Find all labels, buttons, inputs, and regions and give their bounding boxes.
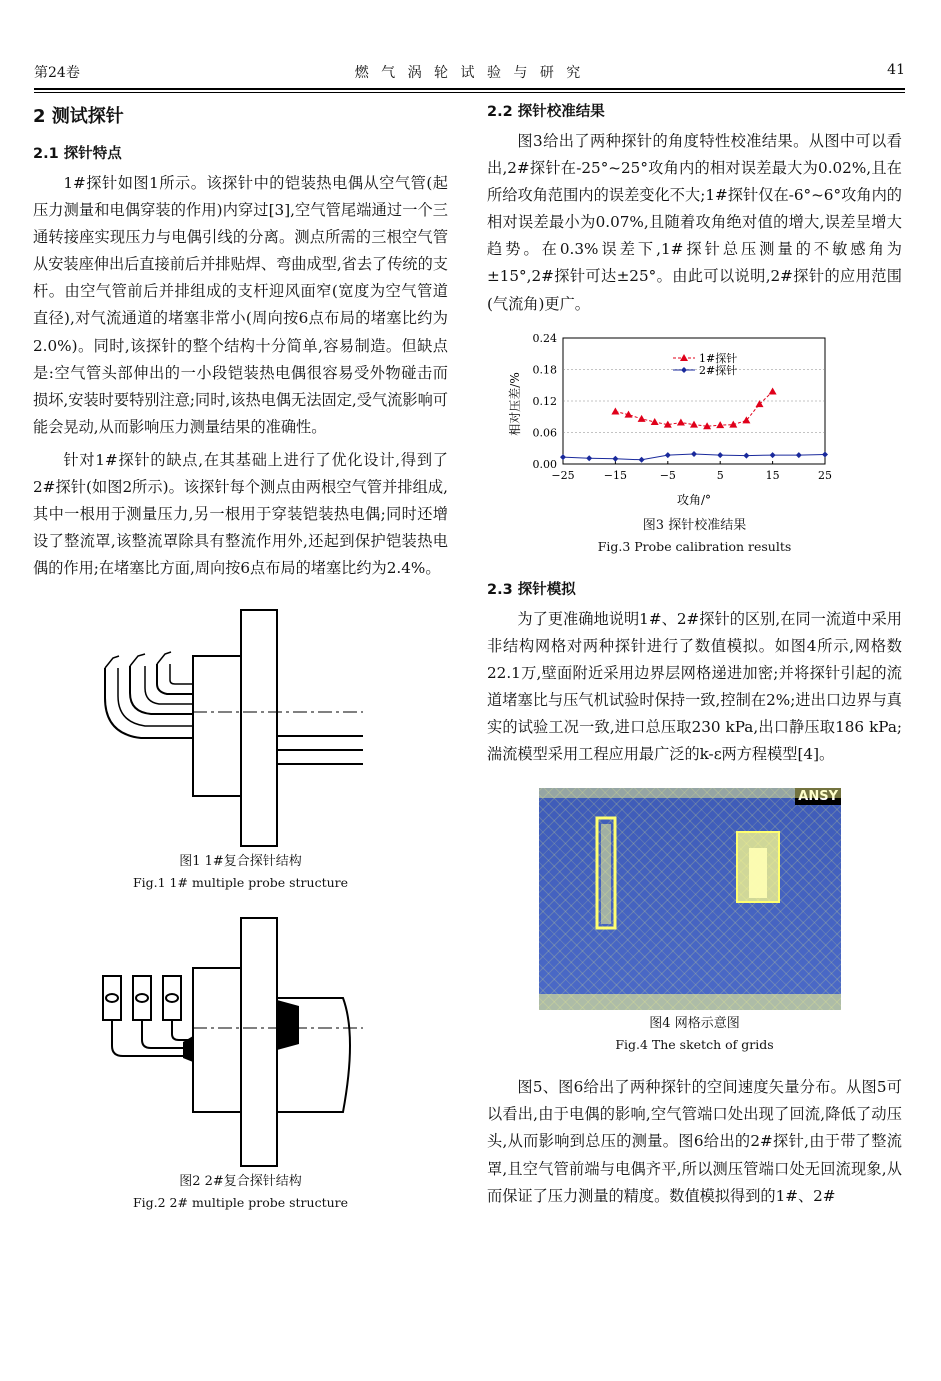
subsection-title-2-1: 2.1 探针特点 [33, 146, 122, 162]
probe1-structure-drawing [33, 608, 448, 848]
left-column [33, 100, 448, 1214]
paragraph-velocity: 图5、图6给出了两种探针的空间速度矢量分布。从图5可以看出,由于电偶的影响,空气管端口处出现了回流,降低了动压头,从而影响到总压的测量。图6给出的2#探针,由于带了整流罩,且空气管前端与电偶齐平,所以测压管端口处无回流现象,从而保证了压力测量的精度。数值模拟得到的1#、2# [487, 1078, 902, 1205]
data-point [665, 452, 671, 458]
data-point [586, 455, 592, 461]
grid-mesh-image [539, 788, 841, 1010]
figure-2 [33, 916, 448, 1214]
paragraph-simulation: 为了更准确地说明1#、2#探针的区别,在同一流道中采用非结构网格对两种探针进行了数值模拟。如图4所示,网格数22.1万,壁面附近采用边界层网格递进加密;并将探针引起的流道堵塞比与压气机试验时保持一致,控制在2%;进出口边界与真实的试验工况一致,进口总压取230 kPa,出口静压取186 kPa;湍流模型采用工程应用最广泛的k-ε两方程模型[4]。 [487, 609, 902, 764]
header-rule-thin [34, 92, 905, 93]
y-tick-label: 0.00 [532, 457, 557, 471]
data-point [743, 452, 749, 458]
figure-3-caption-en: Fig.3 Probe calibration results [597, 538, 792, 554]
data-point [822, 451, 828, 457]
figure-2-caption-cn: 图2 2#复合探针结构 [179, 1174, 302, 1190]
legend-label: 1#探针 [699, 351, 738, 365]
chart-xlabel: 攻角/° [676, 492, 712, 507]
chart-ylabel: 相对压差/% [508, 371, 522, 436]
probe2-structure-drawing [33, 916, 448, 1168]
x-tick-label: 5 [716, 468, 724, 482]
figure-2-caption-en: Fig.2 2# multiple probe structure [132, 1195, 349, 1211]
data-point [612, 455, 618, 461]
journal-title: 燃 气 涡 轮 试 验 与 研 究 [354, 65, 585, 81]
x-tick-label: −25 [551, 468, 575, 482]
data-point [677, 418, 685, 425]
figure-4 [487, 788, 902, 1056]
figure-1-caption-cn: 图1 1#复合探针结构 [179, 854, 302, 870]
subsection-title-2-2: 2.2 探针校准结果 [487, 104, 605, 120]
x-tick-label: −5 [659, 468, 676, 482]
legend-marker [681, 367, 687, 373]
data-point [796, 452, 802, 458]
x-tick-label: −15 [603, 468, 628, 482]
data-point [717, 452, 723, 458]
running-header [34, 62, 905, 86]
data-point [769, 387, 777, 394]
data-point [716, 421, 724, 428]
figure-1 [33, 608, 448, 894]
paragraph-probe2: 针对1#探针的缺点,在其基础上进行了优化设计,得到了2#探针(如图2所示)。该探针每个测点由两根空气管并排组成,其中一根用于测量压力,另一根用于穿装铠装热电偶;同时还增设了整流罩,该整流罩除具有整流作用外,还起到保护铠装热电偶的作用;在堵塞比方面,周向按6点布局的堵塞比约为2.4%。 [33, 450, 448, 578]
legend-marker [680, 354, 688, 361]
data-point [770, 452, 776, 458]
data-point [691, 451, 697, 457]
y-tick-label: 0.18 [532, 363, 557, 377]
page-number: 41 [887, 62, 905, 78]
data-point [611, 407, 619, 414]
x-tick-label: 15 [765, 468, 780, 482]
header-rule [34, 88, 905, 90]
section-title: 2 测试探针 [33, 106, 124, 127]
y-tick-label: 0.24 [532, 331, 557, 345]
y-tick-label: 0.12 [532, 394, 557, 408]
paragraph-probe1: 1#探针如图1所示。该探针中的铠装热电偶从空气管(起压力测量和电偶穿装的作用)内穿过[3],空气管尾端通过一个三通转接座实现压力与电偶引线的分离。测点所需的三根空气管从安装座伸出后直接前后并排贴焊、弯曲成型,省去了传统的支杆。由空气管前后并排组成的支杆迎风面窄(宽度为空气管道直径),对气流通道的堵塞非常小(周向按6点布局的堵塞比约为2.0%)。同时,该探针的整个结构十分简单,容易制造。但缺点是:空气管头部伸出的一小段铠装热电偶很容易受外物碰击而损坏,安装时要特别注意;同时,该热电偶无法固定,受气流影响可能会晃动,从而影响压力测量结果的准确性。 [33, 174, 448, 436]
subsection-title-2-3: 2.3 探针模拟 [487, 581, 576, 598]
volume-label: 第24卷 [34, 65, 80, 81]
legend-label: 2#探针 [699, 363, 738, 377]
x-tick-label: 25 [818, 468, 832, 482]
data-point [639, 456, 645, 462]
figure-4-caption-cn: 图4 网格示意图 [649, 1016, 740, 1032]
figure-1-caption-en: Fig.1 1# multiple probe structure [132, 875, 349, 891]
right-column [487, 100, 902, 1210]
y-tick-label: 0.06 [532, 426, 557, 440]
data-point [638, 415, 646, 422]
data-point [560, 454, 566, 460]
paragraph-calibration: 图3给出了两种探针的角度特性校准结果。从图中可以看出,2#探针在-25°~25°攻角内的相对误差最大为0.02%,且在所给攻角范围内的误差变化不大;1#探针仅在-6°~6°攻角内的相对误差最小为0.07%,且随着攻角绝对值的增大,误差呈增大趋势。在0.3%误差下,1#探针总压测量的不敏感角为±15°,2#探针可达±25°。由此可以说明,2#探针的应用范围(气流角)更广。 [487, 132, 902, 313]
figure-3-caption-cn: 图3 探针校准结果 [642, 517, 747, 533]
figure-3 [487, 332, 902, 558]
calibration-chart [487, 332, 902, 512]
figure-4-caption-en: Fig.4 The sketch of grids [615, 1037, 774, 1053]
